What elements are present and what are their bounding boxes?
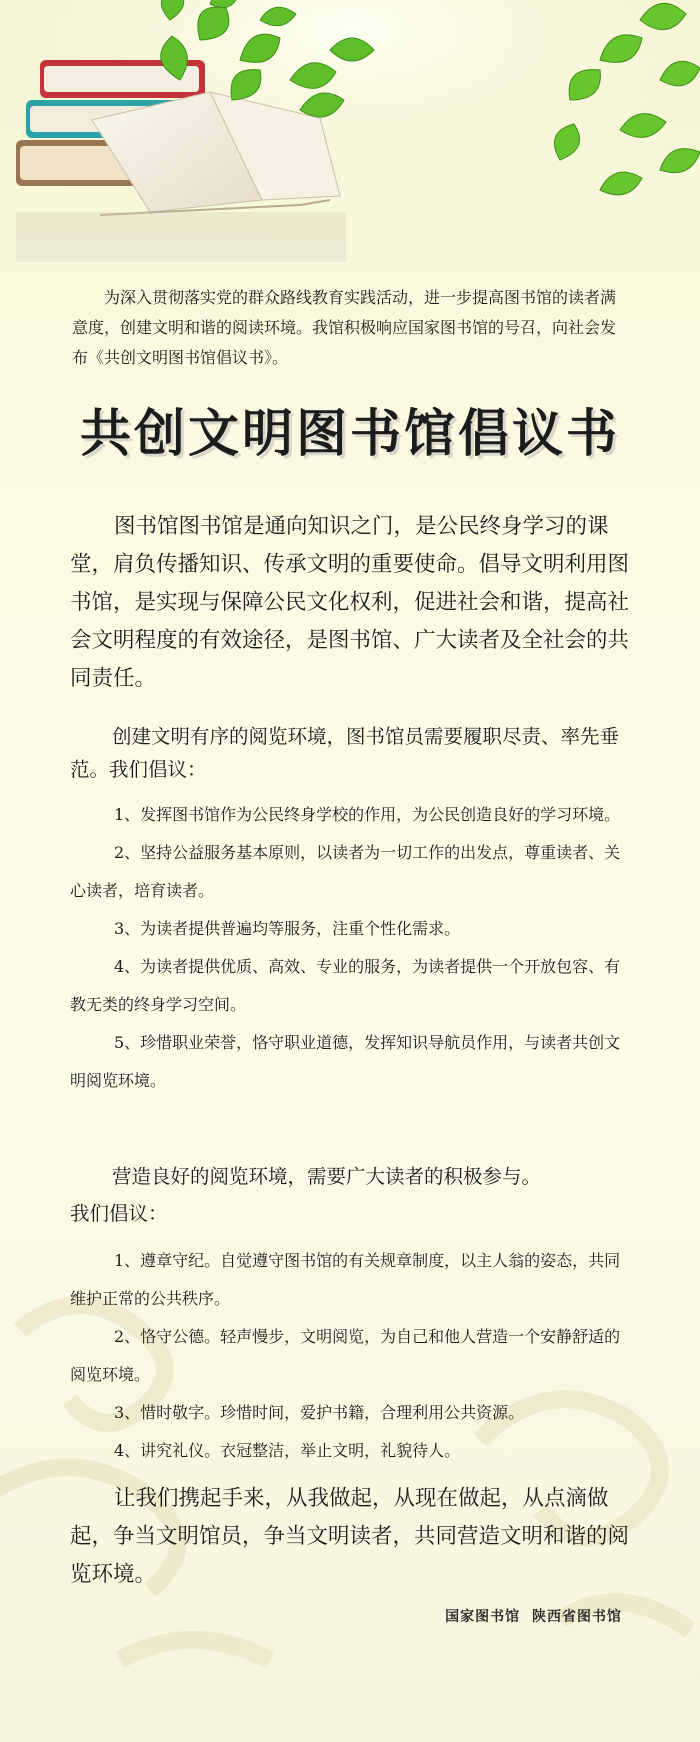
page-title: 共创文明图书馆倡议书 bbox=[79, 405, 620, 464]
signature-org-national: 国家图书馆 bbox=[445, 1609, 521, 1625]
section2-list bbox=[70, 1242, 630, 1470]
list-item: 4、讲究礼仪。衣冠整洁，举止文明，礼貌待人。 bbox=[114, 1441, 461, 1460]
section2-lead2: 我们倡议： bbox=[70, 1202, 168, 1225]
list-item: 3、惜时敬字。珍惜时间，爱护书籍，合理利用公共资源。 bbox=[114, 1403, 525, 1422]
signature-org-shaanxi: 陕西省图书馆 bbox=[532, 1609, 622, 1625]
closing-text: 让我们携起手来，从我做起，从现在做起，从点滴做起，争当文明馆员，争当文明读者，共同营造文明和谐的阅览环境。 bbox=[70, 1486, 630, 1587]
section1-list bbox=[70, 796, 630, 1100]
list-item: 1、遵章守纪。自觉遵守图书馆的有关规章制度，以主人翁的姿态，共同维护正常的公共秩序。 bbox=[70, 1251, 621, 1308]
list-item: 4、为读者提供优质、高效、专业的服务，为读者提供一个开放包容、有教无类的终身学习空间。 bbox=[70, 957, 621, 1014]
para-intro: 图书馆图书馆是通向知识之门，是公民终身学习的课堂，肩负传播知识、传承文明的重要使命。倡导文明利用图书馆，是实现与保障公民文化权利，促进社会和谐，提高社会文明程度的有效途径，是图书馆、广大读者及全社会的共同责任。 bbox=[70, 514, 630, 691]
list-item: 2、坚持公益服务基本原则，以读者为一切工作的出发点，尊重读者、关心读者，培育读者。 bbox=[70, 843, 621, 900]
intro-text: 为深入贯彻落实党的群众路线教育实践活动，进一步提高图书馆的读者满意度，创建文明和谐的阅读环境。我馆积极响应国家图书馆的号召，向社会发布《共创文明图书馆倡议书》。 bbox=[72, 288, 617, 367]
list-item: 5、珍惜职业荣誉，恪守职业道德，发挥知识导航员作用，与读者共创文明阅览环境。 bbox=[70, 1033, 621, 1090]
signature bbox=[439, 1606, 622, 1626]
section1-lead: 创建文明有序的阅览环境，图书馆员需要履职尽责、率先垂范。我们倡议： bbox=[70, 725, 620, 781]
list-item: 1、发挥图书馆作为公民终身学校的作用，为公民创造良好的学习环境。 bbox=[114, 805, 621, 824]
section2-lead: 营造良好的阅览环境，需要广大读者的积极参与。 bbox=[112, 1165, 542, 1188]
list-item: 2、恪守公德。轻声慢步，文明阅览，为自己和他人营造一个安静舒适的阅览环境。 bbox=[70, 1327, 621, 1384]
list-item: 3、为读者提供普遍均等服务，注重个性化需求。 bbox=[114, 919, 461, 938]
